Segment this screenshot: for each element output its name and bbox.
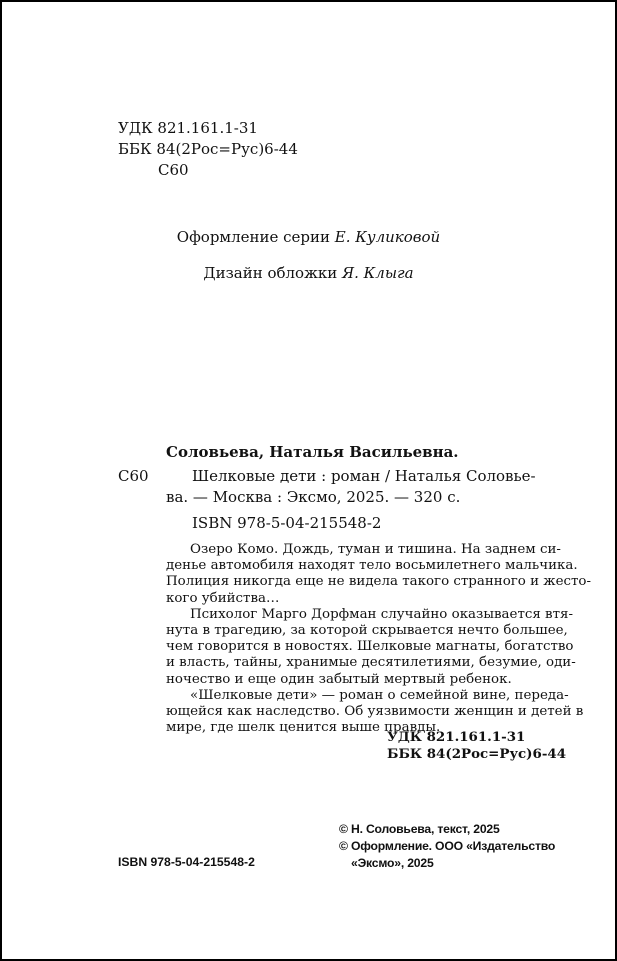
copyright-text: © Н. Соловьева, текст, 2025	[339, 822, 500, 836]
isbn-bottom: ISBN 978-5-04-215548-2	[118, 855, 255, 869]
annotation-line: «Шелковые дети» — роман о семейной вине, переда-	[190, 687, 569, 703]
copyright-block	[339, 821, 555, 872]
annotation-line: Озеро Комо. Дождь, туман и тишина. На заднем си-	[190, 542, 561, 557]
annotation-line: кого убийства…	[166, 590, 280, 606]
series-design-credit: Оформление серии Е. Куликовой	[176, 228, 441, 246]
top-udk: УДК 821.161.1-31	[118, 119, 258, 137]
copyright-design: © Оформление. ООО «Издательство	[339, 839, 556, 853]
biblio-author: Соловьева, Наталья Васильевна.	[166, 443, 459, 461]
biblio-line-2: ва. — Москва : Эксмо, 2025. — 320 с.	[166, 488, 461, 506]
biblio-isbn: ISBN 978-5-04-215548-2	[192, 514, 382, 532]
annotation-line: ющейся как наследство. Об уязвимости женщин и детей в	[166, 704, 584, 720]
biblio-line-1: Шелковые дети : роман / Наталья Соловье-	[192, 467, 536, 485]
cover-design-credit: Дизайн обложки Я. Клыга	[203, 264, 414, 282]
annotation-line: мире, где шелк ценится выше правды.	[166, 720, 441, 736]
top-classification	[118, 118, 298, 181]
annotation-line: денье автомобиля находят тело восьмилетнего мальчика.	[166, 558, 578, 574]
top-bbk: ББК 84(2Рос=Рус)6-44	[118, 140, 298, 158]
annotation	[166, 542, 591, 736]
bottom-bbk: ББК 84(2Рос=Рус)6-44	[387, 746, 567, 762]
series-designer-name: Е. Куликовой	[334, 228, 441, 246]
biblio-code: С60	[118, 467, 149, 485]
top-author-code: С60	[158, 161, 189, 179]
bottom-classification	[387, 729, 566, 763]
annotation-line: и власть, тайны, хранимые десятилетиями, безумие, оди-	[166, 655, 576, 671]
annotation-line: чем говорится в новостях. Шелковые магнаты, богатство	[166, 639, 574, 655]
annotation-line: ночество и еще один забытый мертвый ребенок.	[166, 671, 512, 687]
annotation-line: Полиция никогда еще не видела такого странного и жесто-	[166, 574, 592, 590]
copyright-design-cont: «Эксмо», 2025	[351, 856, 434, 870]
annotation-line: нута в трагедию, за которой скрывается нечто большее,	[166, 623, 568, 639]
bottom-udk: УДК 821.161.1-31	[387, 729, 526, 745]
annotation-line: Психолог Марго Дорфман случайно оказывается втя-	[190, 606, 573, 622]
cover-designer-name: Я. Клыга	[342, 264, 414, 282]
